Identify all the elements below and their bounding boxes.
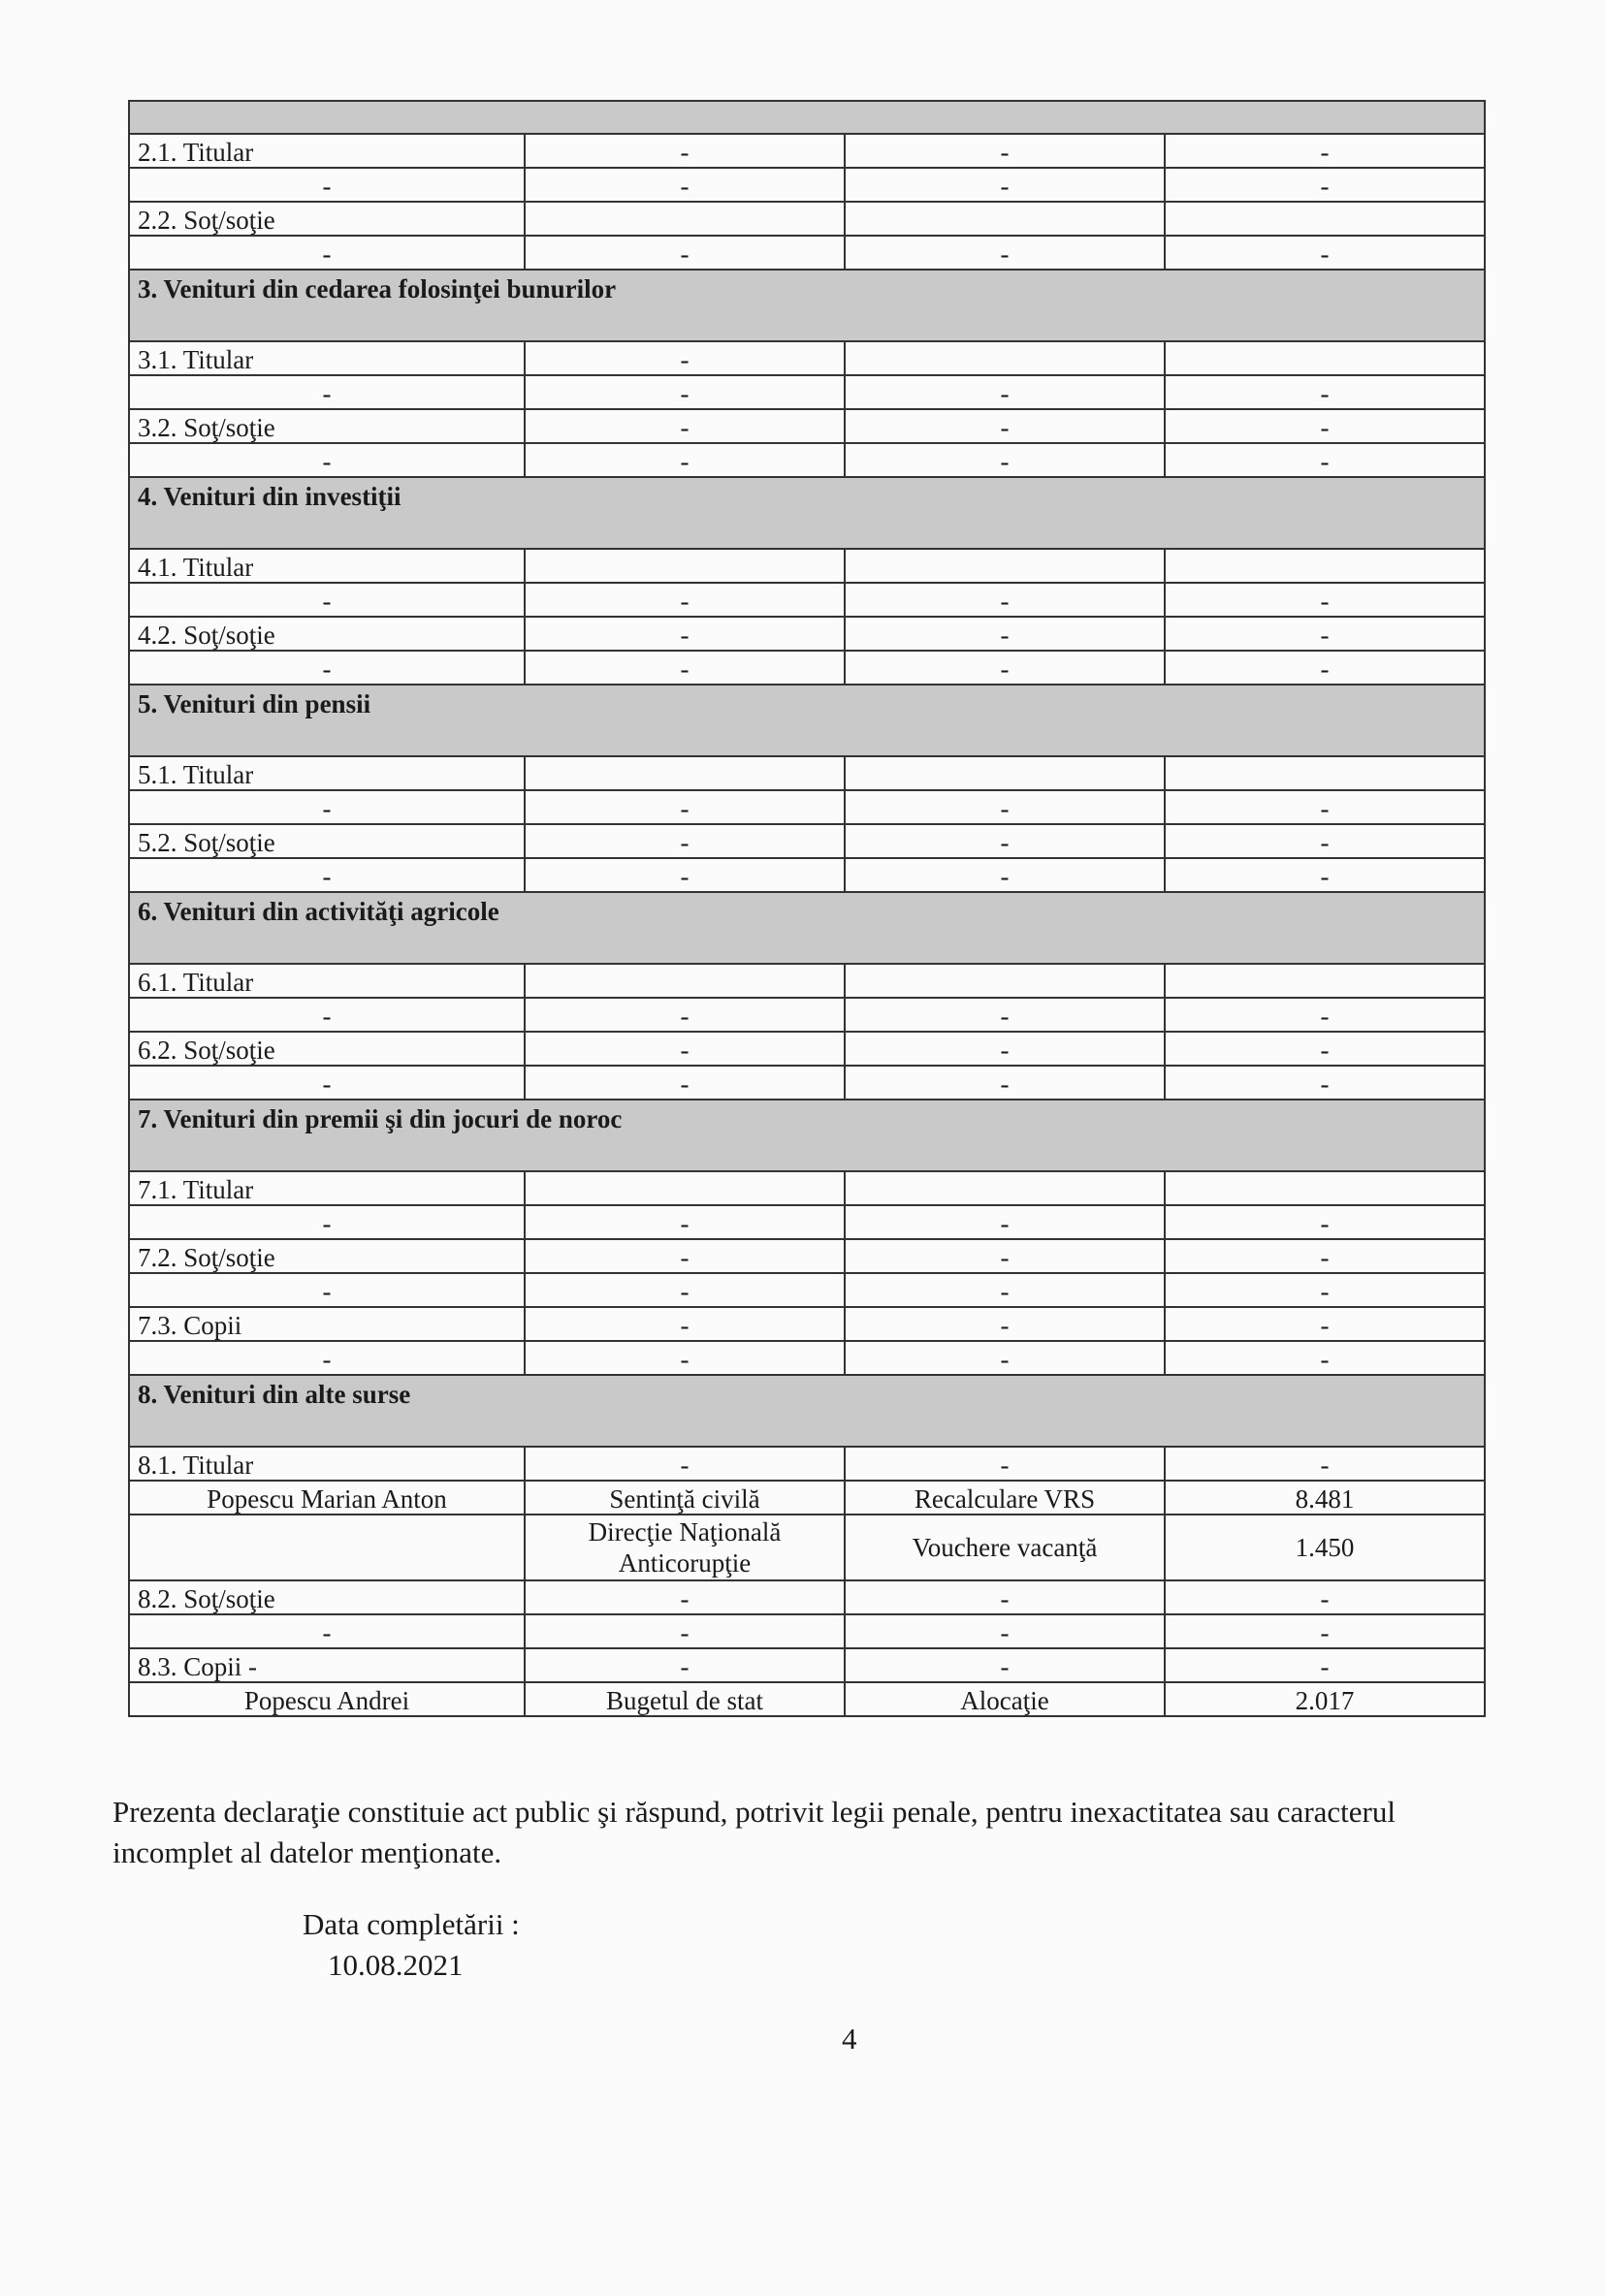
income-table [128, 100, 1486, 1717]
table-cell: - [1165, 375, 1485, 409]
table-cell: - [845, 1614, 1165, 1648]
table-row [129, 341, 1485, 375]
table-cell: Direcţie Naţională Anticorupţie [525, 1515, 845, 1580]
table-cell: - [525, 858, 845, 892]
table-row [129, 651, 1485, 685]
table-cell: - [525, 617, 845, 651]
table-cell: - [129, 1205, 525, 1239]
date-label: Data completării : [303, 1907, 520, 1941]
table-cell: - [1165, 998, 1485, 1032]
table-cell: - [845, 583, 1165, 617]
table-cell: - [1165, 1614, 1485, 1648]
table-cell: - [1165, 168, 1485, 202]
table-cell [845, 964, 1165, 998]
table-cell: - [845, 998, 1165, 1032]
table-cell [845, 202, 1165, 236]
section-header [129, 892, 1485, 964]
table-cell: - [1165, 1580, 1485, 1614]
table-row [129, 1171, 1485, 1205]
table-cell: - [845, 1648, 1165, 1682]
table-row [129, 443, 1485, 477]
table-cell: - [525, 236, 845, 270]
table-cell: - [845, 1580, 1165, 1614]
table-cell: - [129, 1614, 525, 1648]
table-cell: - [1165, 824, 1485, 858]
table-cell: - [525, 998, 845, 1032]
section-header [129, 685, 1485, 756]
table-cell: 3.2. Soţ/soţie [129, 409, 525, 443]
table-row [129, 1239, 1485, 1273]
declaration-statement: Prezenta declaraţie constituie act public şi răspund, potrivit legii penale, pentru inexactitatea sau caracterul incomplet al datelor menţionate. [112, 1795, 1396, 1869]
table-cell [525, 964, 845, 998]
table-cell: - [1165, 1341, 1485, 1375]
table-cell [845, 549, 1165, 583]
table-row [129, 134, 1485, 168]
table-cell: - [845, 1032, 1165, 1066]
table-cell: - [525, 168, 845, 202]
table-cell: 4.2. Soţ/soţie [129, 617, 525, 651]
table-row [129, 1066, 1485, 1100]
table-cell: - [1165, 1648, 1485, 1682]
table-cell: - [129, 168, 525, 202]
table-cell: - [1165, 1032, 1485, 1066]
page-number: 4 [842, 2022, 857, 2056]
table-cell: - [525, 409, 845, 443]
table-cell: Popescu Marian Anton [129, 1481, 525, 1515]
table-row [129, 998, 1485, 1032]
table-cell: - [1165, 790, 1485, 824]
table-cell: 1.450 [1165, 1515, 1485, 1580]
table-row [129, 1580, 1485, 1614]
table-row [129, 1205, 1485, 1239]
table-row [129, 583, 1485, 617]
table-cell: - [525, 790, 845, 824]
table-cell: - [129, 236, 525, 270]
table-cell: 8.1. Titular [129, 1447, 525, 1481]
table-row [129, 549, 1485, 583]
table-cell: - [845, 1066, 1165, 1100]
table-cell: - [845, 1273, 1165, 1307]
section-header [129, 1375, 1485, 1447]
table-cell: - [845, 168, 1165, 202]
table-cell: - [845, 1341, 1165, 1375]
table-cell: 7.2. Soţ/soţie [129, 1239, 525, 1273]
table-cell [525, 1171, 845, 1205]
table-cell [845, 341, 1165, 375]
table-cell: - [129, 858, 525, 892]
table-cell: 2.2. Soţ/soţie [129, 202, 525, 236]
table-cell: Sentinţă civilă [525, 1481, 845, 1515]
table-cell [1165, 1171, 1485, 1205]
table-cell: - [845, 134, 1165, 168]
table-cell [845, 1171, 1165, 1205]
table-cell: 8.2. Soţ/soţie [129, 1580, 525, 1614]
table-row [129, 202, 1485, 236]
table-row [129, 964, 1485, 998]
table-cell: - [1165, 1307, 1485, 1341]
table-cell: 6.2. Soţ/soţie [129, 1032, 525, 1066]
table-row [129, 1481, 1485, 1515]
table-cell [1165, 202, 1485, 236]
table-cell: - [845, 1239, 1165, 1273]
table-cell: - [845, 858, 1165, 892]
section-title: 8. Venituri din alte surse [129, 1375, 1485, 1447]
table-cell [1165, 964, 1485, 998]
table-row [129, 1273, 1485, 1307]
table-cell [525, 549, 845, 583]
table-row [129, 1307, 1485, 1341]
table-cell: - [129, 790, 525, 824]
table-cell: - [845, 1447, 1165, 1481]
table-cell: 3.1. Titular [129, 341, 525, 375]
table-cell: Popescu Andrei [129, 1682, 525, 1716]
table-cell: - [1165, 1447, 1485, 1481]
table-row [129, 858, 1485, 892]
table-cell: 2.017 [1165, 1682, 1485, 1716]
section-title: 5. Venituri din pensii [129, 685, 1485, 756]
table-row [129, 756, 1485, 790]
table-cell: - [845, 651, 1165, 685]
table-cell: - [845, 824, 1165, 858]
table-cell: - [129, 583, 525, 617]
table-cell: 8.481 [1165, 1481, 1485, 1515]
table-cell: - [845, 443, 1165, 477]
table-cell: - [845, 1205, 1165, 1239]
table-row [129, 168, 1485, 202]
table-cell: - [525, 651, 845, 685]
table-row [129, 1648, 1485, 1682]
table-cell: - [525, 1341, 845, 1375]
blank-cell [129, 101, 1485, 134]
table-row [129, 409, 1485, 443]
table-cell [525, 756, 845, 790]
table-cell: - [525, 1066, 845, 1100]
table-cell: - [1165, 1066, 1485, 1100]
table-row [129, 1515, 1485, 1580]
table-cell: - [845, 1307, 1165, 1341]
table-cell: - [129, 651, 525, 685]
section-title: 4. Venituri din investiţii [129, 477, 1485, 549]
table-cell: - [845, 617, 1165, 651]
table-cell [129, 1515, 525, 1580]
table-cell: - [845, 790, 1165, 824]
table-cell: - [525, 1447, 845, 1481]
table-cell: - [525, 1614, 845, 1648]
table-cell: - [525, 583, 845, 617]
table-cell: - [129, 998, 525, 1032]
table-row [129, 790, 1485, 824]
table-cell: - [1165, 651, 1485, 685]
table-cell: 2.1. Titular [129, 134, 525, 168]
table-cell: Alocaţie [845, 1682, 1165, 1716]
table-cell: - [525, 1648, 845, 1682]
table-cell: - [129, 1066, 525, 1100]
table-cell: Vouchere vacanţă [845, 1515, 1165, 1580]
table-cell: - [1165, 858, 1485, 892]
table-cell: 7.3. Copii [129, 1307, 525, 1341]
date-value: 10.08.2021 [328, 1948, 464, 1982]
table-cell: - [1165, 1273, 1485, 1307]
table-cell: - [1165, 583, 1485, 617]
table-cell: 6.1. Titular [129, 964, 525, 998]
section-header [129, 270, 1485, 341]
table-cell: - [845, 375, 1165, 409]
table-cell: 4.1. Titular [129, 549, 525, 583]
table-cell: 7.1. Titular [129, 1171, 525, 1205]
table-cell: 5.2. Soţ/soţie [129, 824, 525, 858]
table-row [129, 236, 1485, 270]
table-row [129, 617, 1485, 651]
table-cell: - [525, 824, 845, 858]
table-row [129, 375, 1485, 409]
table-cell: Recalculare VRS [845, 1481, 1165, 1515]
table-cell: - [1165, 236, 1485, 270]
table-cell: - [525, 443, 845, 477]
table-cell: - [1165, 443, 1485, 477]
table-cell [845, 756, 1165, 790]
table-row [129, 1032, 1485, 1066]
section-title: 7. Venituri din premii şi din jocuri de noroc [129, 1100, 1485, 1171]
section-header [129, 477, 1485, 549]
table-cell: 8.3. Copii - [129, 1648, 525, 1682]
table-cell: - [845, 409, 1165, 443]
table-cell: - [525, 1239, 845, 1273]
table-cell: - [1165, 617, 1485, 651]
table-cell: - [525, 1273, 845, 1307]
table-cell: - [525, 1032, 845, 1066]
table-row [129, 1447, 1485, 1481]
table-cell: - [525, 1307, 845, 1341]
table-row [129, 824, 1485, 858]
table-cell: - [129, 375, 525, 409]
section-header [129, 1100, 1485, 1171]
table-cell: - [129, 1341, 525, 1375]
table-cell: 5.1. Titular [129, 756, 525, 790]
table-cell: - [129, 1273, 525, 1307]
section-title: 6. Venituri din activităţi agricole [129, 892, 1485, 964]
table-cell: - [1165, 409, 1485, 443]
blank-header-row [129, 101, 1485, 134]
completion-date [303, 1904, 520, 1986]
table-cell [525, 202, 845, 236]
table-cell [1165, 549, 1485, 583]
table-cell: Bugetul de stat [525, 1682, 845, 1716]
table-cell: - [525, 1580, 845, 1614]
table-cell: - [1165, 1239, 1485, 1273]
table-cell [1165, 341, 1485, 375]
table-cell: - [525, 375, 845, 409]
table-row [129, 1614, 1485, 1648]
table-cell: - [1165, 1205, 1485, 1239]
table-row [129, 1682, 1485, 1716]
section-title: 3. Venituri din cedarea folosinţei bunurilor [129, 270, 1485, 341]
table-cell [1165, 756, 1485, 790]
table-cell: - [129, 443, 525, 477]
table-cell: - [525, 1205, 845, 1239]
table-cell: - [525, 134, 845, 168]
table-cell: - [1165, 134, 1485, 168]
table-cell: - [845, 236, 1165, 270]
table-cell: - [525, 341, 845, 375]
table-row [129, 1341, 1485, 1375]
